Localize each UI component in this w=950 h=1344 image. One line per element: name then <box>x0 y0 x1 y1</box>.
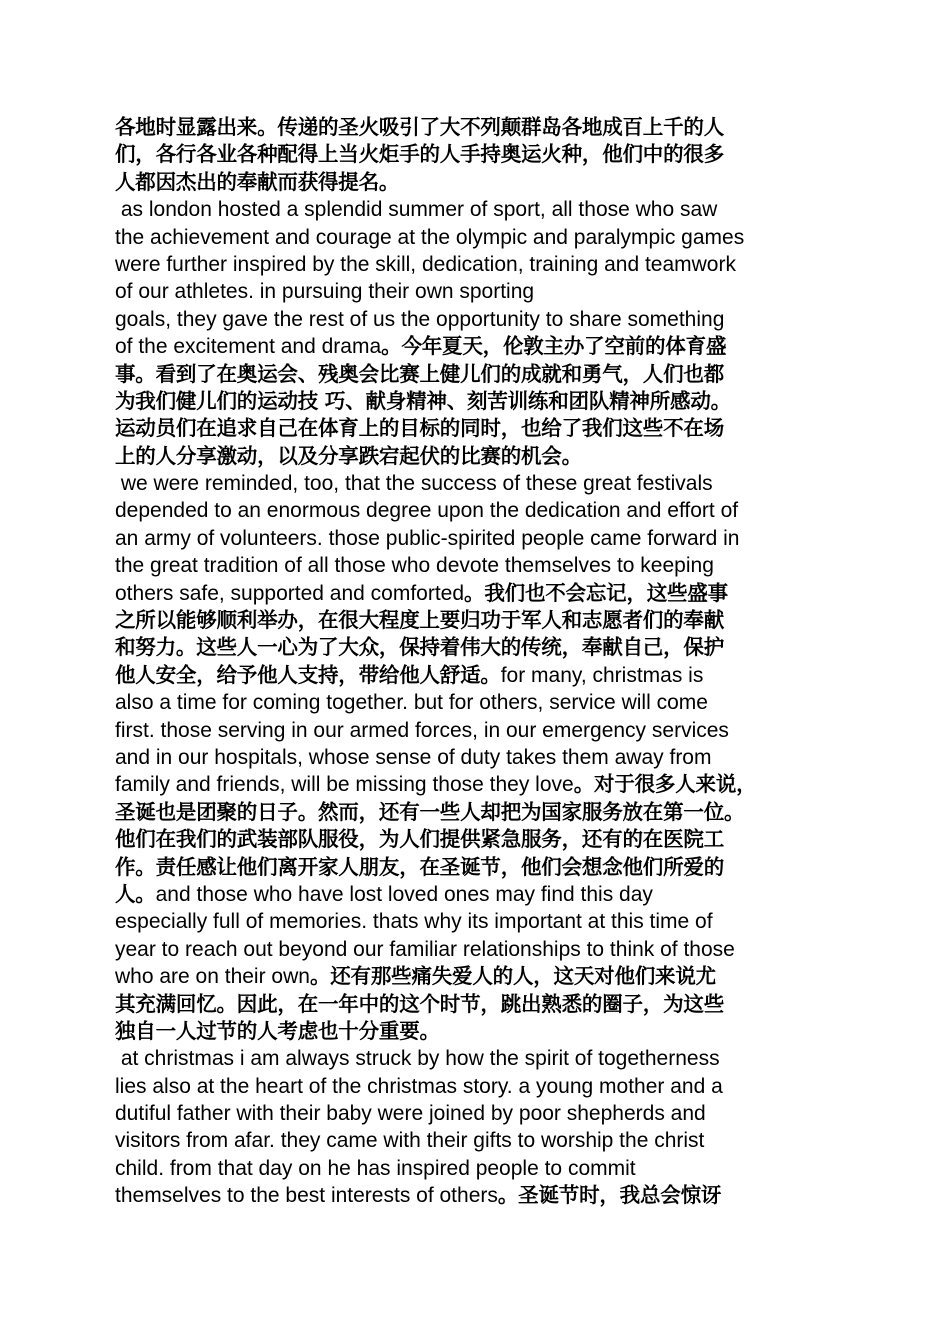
chinese-text-segment: 们，各行各业各种配得上当火炬手的人手持奥运火种，他们中的很多 <box>115 142 724 167</box>
text-line <box>115 443 845 470</box>
text-line <box>115 936 845 963</box>
chinese-text-segment: 。我们也不会忘记，这些盛事 <box>464 580 728 605</box>
text-line <box>115 744 845 771</box>
english-text-segment: for many, christmas is <box>500 663 704 687</box>
text-line <box>115 1182 845 1209</box>
text-line <box>115 991 845 1018</box>
chinese-text-segment: 他人安全，给予他人支持，带给他人舒适。 <box>115 662 501 687</box>
english-text-segment: and those who have lost loved ones may find this day <box>155 882 653 906</box>
text-line <box>115 388 845 415</box>
chinese-text-segment: 独自一人过节的人考虑也十分重要。 <box>115 1018 440 1043</box>
chinese-text-segment: 为我们健儿们的运动技 巧、献身精神、刻苦训练和团队精神所感动。 <box>115 388 731 413</box>
english-text-segment: an army of volunteers. those public-spirited people came forward in <box>115 526 740 550</box>
document-body-text <box>115 114 845 1210</box>
english-text-segment: dutiful father with their baby were joined by poor shepherds and <box>115 1102 706 1126</box>
text-line <box>115 854 845 881</box>
chinese-text-segment: 和努力。这些人一心为了大众，保持着伟大的传统，奉献自己，保护 <box>115 635 724 660</box>
english-text-segment: also a time for coming together. but for others, service will come <box>115 691 708 715</box>
text-line <box>115 1100 845 1127</box>
chinese-text-segment: 事。看到了在奥运会、残奥会比赛上健儿们的成就和勇气，人们也都 <box>115 361 724 386</box>
english-text-segment: of our athletes. in pursuing their own sporting <box>115 280 535 304</box>
english-text-segment: at christmas i am always struck by how the spirit of togetherness <box>115 1047 720 1071</box>
english-text-segment: goals, they gave the rest of us the opportunity to share something <box>115 307 725 331</box>
english-text-segment: were further inspired by the skill, dedication, training and teamwork <box>115 252 736 276</box>
chinese-text-segment: 。对于很多人来说， <box>573 772 757 797</box>
chinese-text-segment: 上的人分享激动，以及分享跌宕起伏的比赛的机会。 <box>115 443 582 468</box>
text-line <box>115 169 845 196</box>
text-line <box>115 963 845 990</box>
text-line <box>115 552 845 579</box>
chinese-text-segment: 他们在我们的武装部队服役，为人们提供紧急服务，还有的在医院工 <box>115 827 724 852</box>
text-line <box>115 114 845 141</box>
chinese-text-segment: 人。 <box>115 881 156 906</box>
english-text-segment: first. those serving in our armed forces, in our emergency services <box>115 718 729 742</box>
text-line <box>115 771 845 798</box>
text-line <box>115 826 845 853</box>
text-line <box>115 251 845 278</box>
chinese-text-segment: 。还有那些痛失爱人的人，这天对他们来说尤 <box>309 964 716 989</box>
text-line <box>115 799 845 826</box>
chinese-text-segment: 圣诞也是团聚的日子。然而，还有一些人却把为国家服务放在第一位。 <box>115 799 745 824</box>
text-line <box>115 196 845 223</box>
text-line <box>115 141 845 168</box>
english-text-segment: lies also at the heart of the christmas story. a young mother and a <box>115 1074 723 1098</box>
english-text-segment: themselves to the best interests of others <box>115 1184 498 1208</box>
chinese-text-segment: 之所以能够顺利举办，在很大程度上要归功于军人和志愿者们的奉献 <box>115 608 724 633</box>
text-line <box>115 717 845 744</box>
english-text-segment: child. from that day on he has inspired people to commit <box>115 1156 636 1180</box>
text-line <box>115 306 845 333</box>
chinese-text-segment: 。今年夏天，伦敦主办了空前的体育盛 <box>381 334 727 359</box>
text-line <box>115 1073 845 1100</box>
english-text-segment: and in our hospitals, whose sense of duty takes them away from <box>115 745 712 769</box>
text-line <box>115 525 845 552</box>
english-text-segment: year to reach out beyond our familiar relationships to think of those <box>115 937 735 961</box>
text-line <box>115 689 845 716</box>
text-line <box>115 662 845 689</box>
chinese-text-segment: 各地时显露出来。传递的圣火吸引了大不列颠群岛各地成百上千的人 <box>115 115 724 139</box>
text-line <box>115 278 845 305</box>
english-text-segment: the great tradition of all those who devote themselves to keeping <box>115 554 714 578</box>
text-line <box>115 224 845 251</box>
english-text-segment: as london hosted a splendid summer of sport, all those who saw <box>115 198 718 222</box>
english-text-segment: the achievement and courage at the olympic and paralympic games <box>115 225 745 249</box>
chinese-text-segment: 。圣诞节时，我总会惊讶 <box>497 1183 722 1208</box>
text-line <box>115 415 845 442</box>
text-line <box>115 470 845 497</box>
english-text-segment: who are on their own <box>115 965 310 989</box>
text-line <box>115 497 845 524</box>
text-line <box>115 881 845 908</box>
chinese-text-segment: 人都因杰出的奉献而获得提名。 <box>115 169 400 194</box>
english-text-segment: visitors from afar. they came with their gifts to worship the christ <box>115 1129 705 1153</box>
text-line <box>115 607 845 634</box>
text-line <box>115 634 845 661</box>
chinese-text-segment: 其充满回忆。因此，在一年中的这个时节，跳出熟悉的圈子，为这些 <box>115 991 724 1016</box>
english-text-segment: depended to an enormous degree upon the dedication and effort of <box>115 499 739 523</box>
chinese-text-segment: 作。责任感让他们离开家人朋友，在圣诞节，他们会想念他们所爱的 <box>115 854 724 879</box>
english-text-segment: family and friends, will be missing those they love <box>115 773 574 797</box>
english-text-segment: especially full of memories. thats why its important at this time of <box>115 910 713 934</box>
english-text-segment: of the excitement and drama <box>115 335 382 359</box>
english-text-segment: others safe, supported and comforted <box>115 581 465 605</box>
text-line <box>115 333 845 360</box>
text-line <box>115 1155 845 1182</box>
chinese-text-segment: 运动员们在追求自己在体育上的目标的同时，也给了我们这些不在场 <box>115 416 724 441</box>
text-line <box>115 1127 845 1154</box>
text-line <box>115 580 845 607</box>
text-line <box>115 1018 845 1045</box>
text-line <box>115 361 845 388</box>
text-line <box>115 908 845 935</box>
text-line <box>115 1045 845 1072</box>
english-text-segment: we were reminded, too, that the success of these great festivals <box>115 472 713 496</box>
